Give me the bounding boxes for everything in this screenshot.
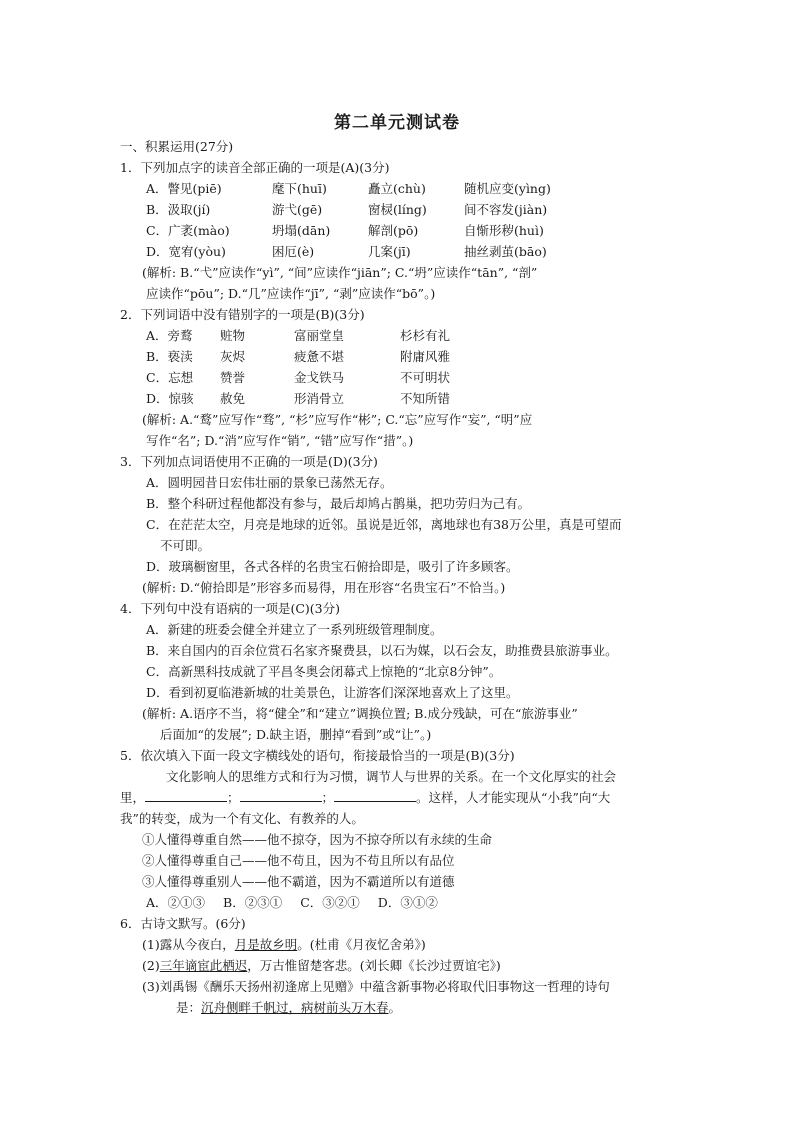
section-heading: 一、积累运用(27分)	[120, 139, 234, 154]
question-2-option-c	[120, 367, 680, 388]
option-cell: 杉杉有礼	[400, 328, 451, 343]
question-5-stem: 5．依次填入下面一段文字横线处的语句，衔接最恰当的一项是(B)(3分)	[120, 748, 515, 763]
option-cell: 几案(jī)	[368, 244, 411, 259]
question-1-option-a	[120, 178, 680, 199]
option-cell: 抽丝剥茧(bāo)	[464, 244, 547, 259]
question-3-analysis: (解析: D.“俯拾即是”形容多而易得，用在形容“名贵宝石”不恰当。)	[142, 580, 506, 595]
question-1-option-c	[120, 220, 680, 241]
question-5-passage-blanks	[120, 787, 680, 808]
question-2-option-a	[120, 325, 680, 346]
question-2-analysis: 写作“名”; D.“消”应写作“销”, “错”应写作“措”。)	[146, 433, 414, 448]
question-3-option-c-cont: 不可即。	[160, 538, 211, 553]
option-cell: D．宽宥(yòu)	[146, 244, 226, 259]
exam-content	[120, 136, 680, 1018]
poem-text: 。	[388, 1000, 402, 1015]
option-cell: 灰烬	[220, 349, 246, 364]
option-cell: 困厄(è)	[272, 244, 315, 259]
question-6-line-2	[120, 955, 680, 976]
option-cell: 疲惫不堪	[294, 349, 345, 364]
question-6-line-3: (3)刘禹锡《酬乐天扬州初逢席上见赠》中蕴含新事物必将取代旧事物这一哲理的诗句	[142, 979, 610, 994]
poem-text: 是：	[176, 1000, 202, 1015]
option-cell: 赃物	[220, 328, 246, 343]
question-6-line-4	[120, 997, 680, 1018]
fill-blank	[240, 788, 322, 802]
option-cell: 游弋(gē)	[272, 202, 323, 217]
question-4-option-d: D．看到初夏临港新城的壮美景色，让游客们深深地喜欢上了这里。	[146, 685, 519, 700]
question-2-analysis: (解析: A.“鹜”应写作“骛”, “杉”应写作“彬”; C.“忘”应写作“妄”, “明”应	[142, 412, 533, 427]
question-4-option-c: C．高新黑科技成就了平昌冬奥会闭幕式上惊艳的“北京8分钟”。	[146, 664, 502, 679]
question-1-option-d	[120, 241, 680, 262]
option-cell: 富丽堂皇	[294, 328, 345, 343]
option-cell: 赞誉	[220, 370, 246, 385]
answer-text: 沉舟侧畔千帆过，病树前头万木春	[201, 1000, 389, 1015]
question-3-option-d: D．玻璃橱窗里，各式各样的名贵宝石俯拾即是，吸引了许多顾客。	[146, 559, 519, 574]
option-cell: C．忘想	[146, 370, 194, 385]
question-3-option-c: C．在茫茫太空，月亮是地球的近邻。虽说是近邻，离地球也有38万公里，真是可望而	[146, 517, 622, 532]
option-cell: A．旁鹜	[146, 328, 193, 343]
option-cell: 随机应变(yìng)	[464, 181, 551, 196]
option-cell: B．汲取(jí)	[146, 202, 211, 217]
poem-source: 。(杜甫《月夜忆舍弟》)	[297, 937, 426, 952]
poem-text: (1)露从今夜白，	[142, 937, 235, 952]
poem-text: (2)	[142, 958, 160, 973]
option-cell: 矗立(chù)	[368, 181, 426, 196]
option-cell: 坍塌(dān)	[272, 223, 331, 238]
question-1-option-b	[120, 199, 680, 220]
option-cell: 赦免	[220, 391, 246, 406]
option-cell: C．广袤(mào)	[146, 223, 230, 238]
option-cell: 窗棂(líng)	[368, 202, 427, 217]
question-4-analysis: 后面加“的发展”; D.缺主语，删掉“看到”或“让”。)	[160, 727, 432, 742]
passage-text: 。这样，人才能实现从“小我”向“大	[416, 790, 611, 805]
fill-blank	[145, 788, 227, 802]
option-cell: D．惊骇	[146, 391, 194, 406]
option-cell: 形消骨立	[294, 391, 345, 406]
answer-text: 三年谪宦此栖迟	[159, 958, 248, 973]
separator: ；	[321, 790, 335, 805]
question-3-option-b: B．整个科研过程他都没有参与，最后却鸠占鹊巢，把功劳归为己有。	[146, 496, 531, 511]
separator: ；	[227, 790, 240, 805]
page-title: 第二单元测试卷	[334, 113, 460, 133]
option-cell: 麾下(huī)	[272, 181, 327, 196]
question-1-analysis: 应读作“pōu”; D.“几”应读作“jī”, “剥”应读作“bō”。)	[146, 286, 436, 301]
option-cell: 不知所错	[400, 391, 451, 406]
question-3-stem: 3．下列加点词语使用不正确的一项是(D)(3分)	[120, 454, 378, 469]
passage-text: 里，	[120, 790, 146, 805]
choice-d: D．③①②	[377, 895, 438, 910]
question-2-option-d	[120, 388, 680, 409]
question-3-option-a: A．圆明园昔日宏伟壮丽的景象已荡然无存。	[146, 475, 393, 490]
question-6-line-1	[120, 934, 680, 955]
poem-source: ，万古惟留楚客悲。(刘长卿《长沙过贾谊宅》)	[247, 958, 501, 973]
option-cell: A．瞥见(piē)	[146, 181, 222, 196]
question-6-stem: 6．古诗文默写。(6分)	[120, 916, 246, 931]
question-5-item: ①人懂得尊重自然——他不掠夺，因为不掠夺所以有永续的生命	[142, 832, 493, 847]
option-cell: 金戈铁马	[294, 370, 345, 385]
choice-c: C．③②①	[300, 895, 360, 910]
option-cell: B．亵渎	[146, 349, 193, 364]
question-5-passage: 文化影响人的思维方式和行为习惯，调节人与世界的关系。在一个文化厚实的社会	[166, 769, 617, 784]
question-5-passage: 我”的转变，成为一个有文化、有教养的人。	[120, 811, 364, 826]
question-4-analysis: (解析: A.语序不当，将“健全”和“建立”调换位置; B.成分残缺，可在“旅游事业”	[142, 706, 578, 721]
question-4-option-b: B．来自国内的百余位赏石名家齐聚费县，以石为媒，以石会友，助推费县旅游事业。	[146, 643, 618, 658]
question-2-option-b	[120, 346, 680, 367]
option-cell: 附庸风雅	[400, 349, 451, 364]
question-4-option-a: A．新建的班委会健全并建立了一系列班级管理制度。	[146, 622, 443, 637]
option-cell: 间不容发(jiàn)	[464, 202, 548, 217]
option-cell: 解剖(pō)	[368, 223, 419, 238]
choice-a: A．②①③	[146, 895, 206, 910]
question-5-item: ②人懂得尊重自己——他不苟且，因为不苟且所以有品位	[142, 853, 455, 868]
question-4-stem: 4．下列句中没有语病的一项是(C)(3分)	[120, 601, 340, 616]
question-5-item: ③人懂得尊重别人——他不霸道，因为不霸道所以有道德	[142, 874, 455, 889]
answer-text: 月是故乡明	[234, 937, 298, 952]
question-2-stem: 2．下列词语中没有错别字的一项是(B)(3分)	[120, 307, 365, 322]
question-1-stem: 1．下列加点字的读音全部正确的一项是(A)(3分)	[120, 160, 390, 175]
question-5-choices	[120, 892, 680, 913]
choice-b: B．②③①	[223, 895, 283, 910]
fill-blank	[334, 788, 416, 802]
option-cell: 不可明状	[400, 370, 451, 385]
question-1-analysis: (解析: B.“弋”应读作“yì”, “间”应读作“jiān”; C.“坍”应读作“tān”, “剖”	[142, 265, 538, 280]
option-cell: 自惭形秽(huì)	[464, 223, 544, 238]
